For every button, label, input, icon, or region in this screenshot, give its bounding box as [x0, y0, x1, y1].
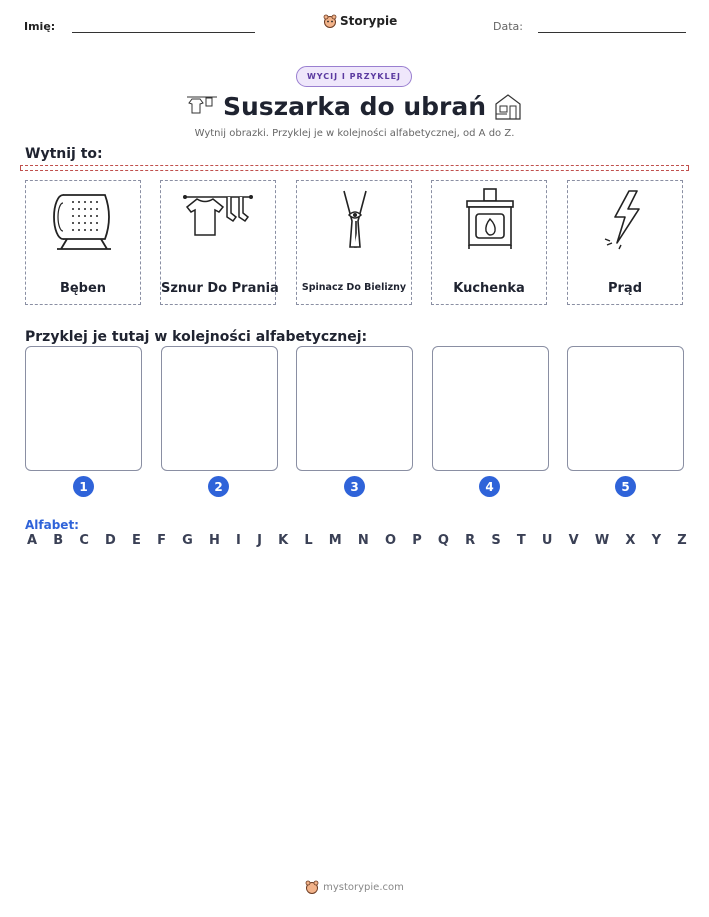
- alphabet-letter: U: [541, 533, 553, 548]
- card-label: Spinacz Do Bielizny: [301, 282, 407, 293]
- cut-line: [20, 165, 689, 171]
- name-label: Imię:: [24, 20, 56, 33]
- paste-box-1[interactable]: [25, 346, 142, 471]
- step-number-5: 5: [615, 476, 636, 497]
- alphabet-letter: W: [594, 533, 610, 548]
- cut-card-stove[interactable]: [431, 180, 547, 305]
- step-number-4: 4: [479, 476, 500, 497]
- alphabet-letter: Y: [651, 533, 662, 548]
- alphabet-letter: F: [157, 533, 166, 548]
- alphabet-letter: Z: [677, 533, 687, 548]
- alphabet-letter: N: [357, 533, 369, 548]
- name-line[interactable]: [72, 32, 255, 33]
- cut-card-lightning[interactable]: [567, 180, 683, 305]
- alphabet-letter: I: [236, 533, 241, 548]
- step-number-3: 3: [344, 476, 365, 497]
- house-icon: [493, 92, 523, 126]
- alphabet-letter: D: [105, 533, 116, 548]
- alphabet-letter: E: [132, 533, 141, 548]
- alphabet-letter: G: [182, 533, 193, 548]
- card-label: Prąd: [607, 281, 643, 296]
- cut-card-clothesline[interactable]: [160, 180, 279, 305]
- alphabet-letter: T: [516, 533, 526, 548]
- alphabet-letter: X: [625, 533, 636, 548]
- alphabet-letter: J: [257, 533, 262, 548]
- brand-name: Storypie: [340, 14, 398, 28]
- step-number-1: 1: [73, 476, 94, 497]
- alphabet-letter: V: [568, 533, 579, 548]
- drum-icon: [49, 187, 119, 251]
- step-number-2: 2: [208, 476, 229, 497]
- alphabet-letter: P: [412, 533, 422, 548]
- alphabet-title: Alfabet:: [25, 518, 79, 532]
- paste-heading: Przyklej je tutaj w kolejności alfabetycznej:: [25, 329, 368, 345]
- page-title: Suszarka do ubrań: [222, 92, 487, 121]
- alphabet-letter: M: [328, 533, 342, 548]
- storypie-footer-logo-icon: [305, 880, 319, 894]
- paste-box-3[interactable]: [296, 346, 413, 471]
- paste-box-4[interactable]: [432, 346, 549, 471]
- card-label: Sznur Do Prania: [161, 281, 279, 296]
- alphabet-letter: S: [491, 533, 501, 548]
- stove-icon: [455, 187, 525, 251]
- alphabet-letter: C: [79, 533, 89, 548]
- cut-card-drum[interactable]: [25, 180, 141, 305]
- alphabet-letter: O: [384, 533, 397, 548]
- lightning-icon: [591, 187, 661, 251]
- clothespin-icon: [320, 187, 390, 251]
- alphabet-letter: B: [53, 533, 64, 548]
- cut-heading: Wytnij to:: [25, 146, 103, 162]
- activity-badge: WYCIJ I PRZYKLEJ: [296, 66, 412, 87]
- paste-box-2[interactable]: [161, 346, 278, 471]
- alphabet-letter: A: [27, 533, 38, 548]
- brand-logo: [323, 14, 397, 28]
- alphabet-letter: H: [208, 533, 220, 548]
- instructions: Wytnij obrazki. Przyklej je w kolejności alfabetycznej, od A do Z.: [194, 128, 515, 139]
- clothesline-icon: [183, 187, 253, 251]
- card-label: Bęben: [59, 281, 107, 296]
- cut-card-clothespin[interactable]: [296, 180, 412, 305]
- paste-box-5[interactable]: [567, 346, 684, 471]
- alphabet-row: [27, 533, 687, 548]
- storypie-logo-icon: [323, 14, 337, 28]
- card-label: Kuchenka: [453, 281, 525, 296]
- alphabet-letter: K: [278, 533, 289, 548]
- footer: [0, 880, 709, 894]
- date-line[interactable]: [538, 32, 686, 33]
- alphabet-letter: L: [304, 533, 313, 548]
- footer-site[interactable]: mystorypie.com: [323, 881, 404, 893]
- alphabet-letter: Q: [437, 533, 449, 548]
- alphabet-letter: R: [465, 533, 476, 548]
- date-label: Data:: [493, 20, 523, 33]
